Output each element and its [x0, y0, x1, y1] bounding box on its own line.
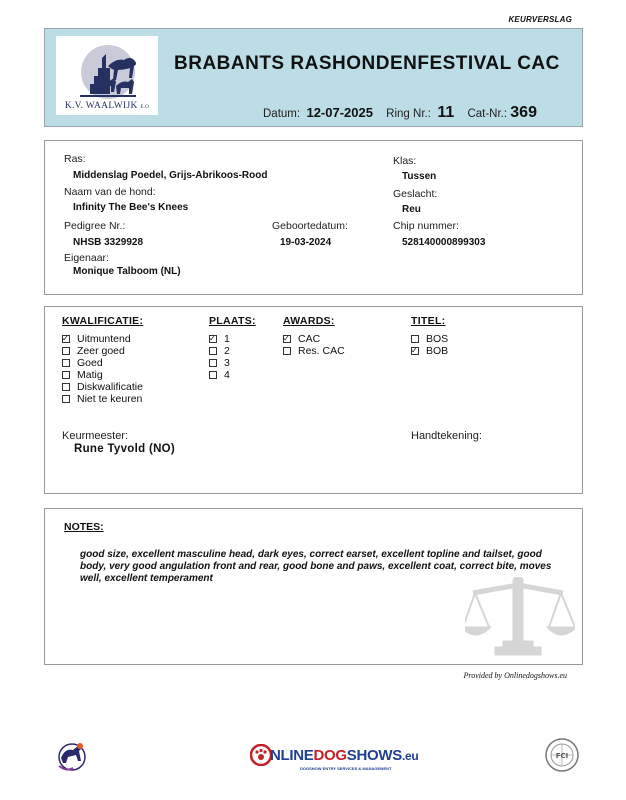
kwalificatie-option — [62, 381, 143, 393]
provided-by-text: Provided by Onlinedogshows.eu — [463, 671, 567, 680]
chip-label: Chip nummer: — [393, 220, 459, 232]
checked-box-icon — [283, 335, 291, 343]
checked-box-icon — [209, 335, 217, 343]
geboortedatum-value: 19-03-2024 — [280, 237, 332, 248]
kwalificatie-option-label: Uitmuntend — [77, 333, 131, 345]
club-logo-text — [56, 101, 158, 111]
empty-box-icon — [209, 347, 217, 355]
kwalificatie-option-label: Diskwalificatie — [77, 381, 143, 393]
titel-header: TITEL: — [411, 315, 446, 327]
checked-box-icon — [411, 347, 419, 355]
plaats-option — [209, 357, 230, 369]
event-meta — [263, 104, 547, 122]
pedigree-label: Pedigree Nr.: — [64, 220, 126, 232]
geboortedatum-label: Geboortedatum: — [272, 220, 348, 232]
kwalificatie-option — [62, 393, 142, 405]
results-panel — [44, 306, 583, 494]
eigenaar-value: Monique Talboom (NL) — [73, 266, 181, 277]
onlinedogshows-tagline: DOGSHOW ENTRY SERVICES & MANAGEMENT — [300, 766, 392, 771]
kwalificatie-option — [62, 333, 131, 345]
kwalificatie-option — [62, 357, 103, 369]
cat-label: Cat-Nr.: — [467, 108, 508, 120]
ras-value: Middenslag Poedel, Grijs-Abrikoos-Rood — [73, 170, 268, 181]
datum-label: Datum: — [263, 108, 301, 120]
empty-box-icon — [62, 371, 70, 379]
plaats-option-label: 1 — [224, 333, 230, 345]
onlinedogshows-logo — [250, 742, 419, 776]
brand-eu: .eu — [401, 749, 419, 763]
dog-details-panel — [44, 140, 583, 295]
chip-value: 528140000899303 — [402, 237, 486, 248]
datum-value: 12-07-2025 — [306, 105, 373, 120]
eigenaar-label: Eigenaar: — [64, 252, 109, 264]
naam-label: Naam van de hond: — [64, 186, 156, 198]
kwalificatie-option — [62, 345, 125, 357]
empty-box-icon — [411, 335, 419, 343]
ring-value: 11 — [437, 104, 455, 121]
awards-option-label: CAC — [298, 333, 321, 345]
plaats-option-label: 4 — [224, 369, 230, 381]
fci-text: FCI — [555, 752, 569, 760]
kwalificatie-option-label: Zeer goed — [77, 345, 125, 357]
empty-box-icon — [283, 347, 291, 355]
brand-nline: NLINE — [270, 747, 314, 764]
document-type-label: KEURVERSLAG — [508, 15, 572, 24]
scales-of-justice-icon — [465, 577, 575, 663]
club-logo-icon — [56, 36, 158, 102]
empty-box-icon — [62, 359, 70, 367]
titel-option-label: BOB — [426, 345, 449, 357]
kwalificatie-option-label: Niet te keuren — [77, 393, 143, 405]
cat-value: 369 — [510, 104, 537, 121]
empty-box-icon — [209, 371, 217, 379]
plaats-option-label: 2 — [224, 345, 230, 357]
brand-dog: DOG — [313, 747, 347, 764]
club-suffix: E.O — [140, 105, 150, 110]
kwalificatie-option-label: Goed — [77, 357, 103, 369]
paw-icon — [250, 744, 272, 766]
empty-box-icon — [62, 347, 70, 355]
notes-heading: NOTES: — [64, 521, 104, 533]
dog-club-emblem-icon — [55, 738, 89, 774]
awards-option — [283, 333, 320, 345]
brand-shows: SHOWS — [346, 747, 402, 764]
klas-label: Klas: — [393, 155, 417, 167]
kwalificatie-option — [62, 369, 103, 381]
checked-box-icon — [62, 335, 70, 343]
notes-panel — [44, 508, 583, 665]
klas-value: Tussen — [402, 171, 437, 182]
notes-text: good size, excellent masculine head, dark eyes, correct earset, excellent topline and tailset, good body, very good angulation front and rear, good bone and paws, excellent coat, correct bite, moves well, excellent temperament — [80, 549, 552, 584]
handtekening-label: Handtekening: — [411, 430, 482, 442]
kwalificatie-header: KWALIFICATIE: — [62, 315, 144, 327]
empty-box-icon — [62, 383, 70, 391]
plaats-option — [209, 333, 230, 345]
titel-option — [411, 345, 448, 357]
plaats-option-label: 3 — [224, 357, 230, 369]
geslacht-value: Reu — [402, 204, 421, 215]
plaats-header: PLAATS: — [209, 315, 256, 327]
report-header — [44, 28, 583, 127]
awards-header: AWARDS: — [283, 315, 335, 327]
pedigree-value: NHSB 3329928 — [73, 237, 144, 248]
awards-option — [283, 345, 345, 357]
empty-box-icon — [209, 359, 217, 367]
titel-option-label: BOS — [426, 333, 449, 345]
club-logo — [56, 36, 158, 115]
keurmeester-value: Rune Tyvold (NO) — [74, 443, 176, 455]
naam-value: Infinity The Bee's Knees — [73, 202, 189, 213]
club-name: K.V. WAALWIJK — [64, 101, 138, 111]
onlinedogshows-wordmark — [270, 747, 418, 764]
fci-emblem-icon — [544, 737, 580, 773]
plaats-option — [209, 345, 230, 357]
keurmeester-label: Keurmeester: — [62, 430, 129, 442]
ring-label: Ring Nr.: — [386, 108, 431, 120]
titel-option — [411, 333, 448, 345]
event-title: BRABANTS RASHONDENFESTIVAL CAC — [174, 53, 560, 74]
kwalificatie-option-label: Matig — [77, 369, 103, 381]
ras-label: Ras: — [64, 153, 86, 165]
plaats-option — [209, 369, 230, 381]
empty-box-icon — [62, 395, 70, 403]
geslacht-label: Geslacht: — [393, 188, 438, 200]
awards-option-label: Res. CAC — [298, 345, 345, 357]
